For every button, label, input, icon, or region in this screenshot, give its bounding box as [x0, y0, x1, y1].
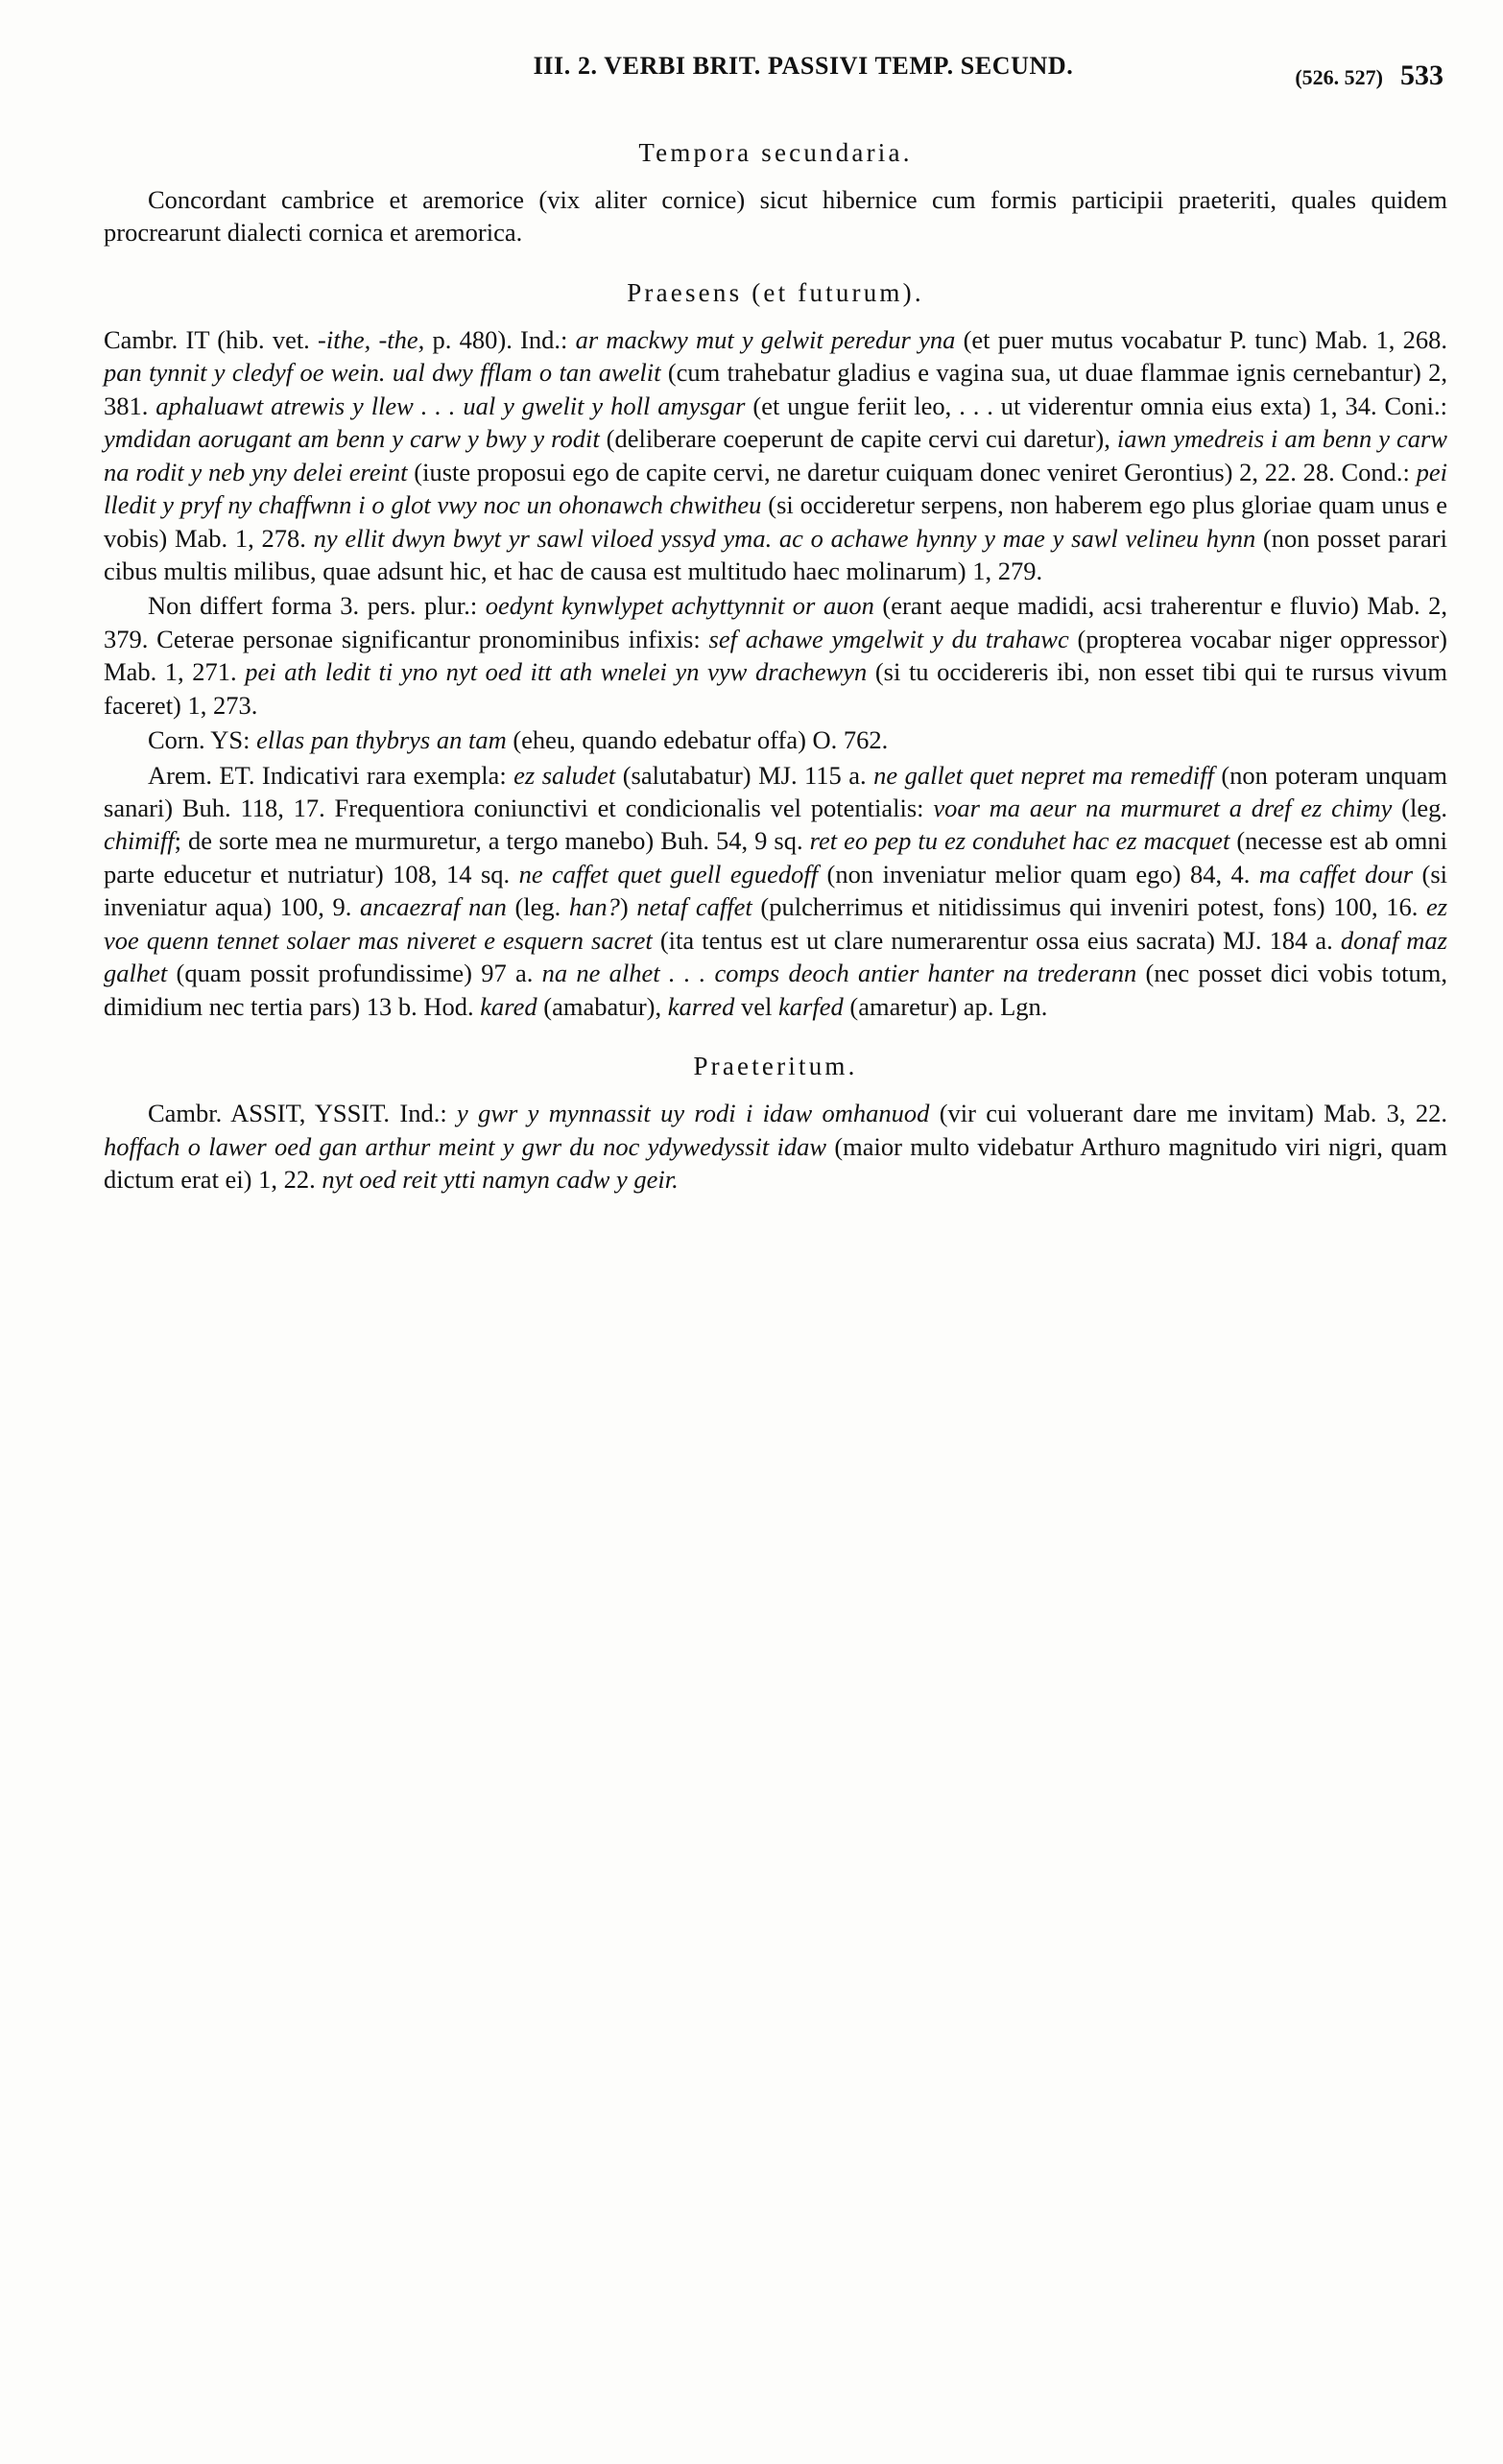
latin-gloss: (erant aeque madidi, acsi traherentur e fluvio) Mab. 2, 379. Ceterae personae significantur pronominibus infixis:: [104, 591, 1447, 653]
paragraph-arem-et: [104, 759, 1447, 1024]
paragraph-intro: [104, 183, 1447, 249]
latin-gloss: (amabatur),: [537, 991, 668, 1021]
latin-gloss: (necesse est ab omni parte educetur et nutriatur) 108, 14 sq.: [104, 826, 1447, 888]
document-body: [104, 138, 1447, 1196]
latin-gloss: (ita tentus est ut clare numerarentur ossa eius sacrata) MJ. 184 a.: [652, 925, 1341, 955]
latin-gloss: Cambr. IT (hib. vet.: [104, 324, 319, 354]
cited-form: ymdidan aorugant am benn y carw y bwy y rodit: [104, 424, 600, 454]
paragraph-cambr-assit: [104, 1097, 1447, 1196]
running-head: [104, 52, 1447, 94]
running-head-right: [1295, 59, 1443, 92]
latin-gloss: (eheu, quando edebatur offa) O. 762.: [506, 725, 889, 755]
cited-form: ne gallet quet nepret ma remediff: [873, 760, 1214, 790]
cited-form: netaf caffet: [636, 892, 752, 922]
latin-gloss: (leg.: [1392, 794, 1447, 822]
latin-gloss: (nec posset dici vobis totum, dimidium nec tertia pars) 13 b. Hod.: [104, 959, 1447, 1021]
cited-form: chimiff: [104, 826, 175, 856]
cited-form: ny ellit dwyn bwyt yr sawl viloed yssyd yma. ac o achawe hynny y mae y sawl velineu hynn: [313, 523, 1256, 553]
page-content: [104, 52, 1447, 1197]
running-title: III. 2. VERBI BRIT. PASSIVI TEMP. SECUND.: [533, 52, 1074, 80]
latin-gloss: (leg.: [506, 892, 569, 922]
latin-gloss: Non differt forma 3. pers. plur.:: [148, 591, 486, 621]
cited-form: aphaluawt atrewis y llew . . . ual y gwelit y holl amysgar: [155, 391, 746, 420]
cited-form: pei lledit y pryf ny chaffwnn i o glot vwy noc un ohonawch chwitheu: [104, 457, 1447, 520]
latin-gloss: Arem. ET. Indicativi rara exempla:: [148, 760, 514, 790]
latin-gloss: (et puer mutus vocabatur P. tunc) Mab. 1, 268.: [955, 324, 1448, 354]
cited-form: ar mackwy mut y gelwit peredur yna: [575, 324, 956, 354]
cited-form: hoffach o lawer oed gan arthur meint y gwr du noc ydywedyssit idaw: [104, 1131, 827, 1161]
cited-form: oedynt kynwlypet achyttynnit or auon: [485, 591, 874, 621]
cited-form: ret eo pep tu ez conduhet hac ez macquet: [809, 826, 1230, 856]
latin-gloss: Cambr. ASSIT, YSSIT. Ind.:: [148, 1099, 458, 1128]
cited-form: han?: [568, 892, 620, 922]
section-heading-praeteritum: Praeteritum.: [693, 1052, 858, 1081]
cited-form: sef achawe ymgelwit y du trahawc: [708, 624, 1069, 653]
latin-gloss: (amaretur) ap. Lgn.: [843, 991, 1048, 1021]
latin-gloss: (salutabatur) MJ. 115 a.: [615, 760, 874, 790]
cited-form: y gwr y mynnassit uy rodi i idaw omhanuod: [457, 1099, 930, 1128]
latin-gloss: Concordant cambrice et aremorice (vix aliter cornice) sicut hibernice cum formis participii praeteriti, quales quidem procrearunt dialecti cornica et aremorica.: [104, 185, 1447, 248]
cited-form: ez voe quenn tennet solaer mas niveret e esquern sacret: [104, 892, 1448, 955]
latin-gloss: (si tu occidereris ibi, non esset tibi qui te rursus vivum faceret) 1, 273.: [104, 657, 1447, 720]
latin-gloss: (deliberare coeperunt de capite cervi cui daretur),: [599, 424, 1117, 454]
cited-form: voar ma aeur na murmuret a dref ez chimy: [933, 794, 1393, 822]
latin-gloss: (si inveniatur aqua) 100, 9.: [104, 859, 1448, 922]
latin-gloss: (quam possit profundissime) 97 a.: [167, 959, 542, 988]
latin-gloss: (si occideretur serpens, non haberem ego plus gloriae quam unus e vobis) Mab. 1, 278.: [104, 490, 1447, 553]
latin-gloss: (et ungue feriit leo, . . . ut viderentur omnia eius exta) 1, 34. Coni.:: [745, 391, 1447, 420]
cited-form: pan tynnit y cledyf oe wein. ual dwy fflam o tan awelit: [104, 358, 661, 388]
latin-gloss: ): [619, 892, 637, 922]
latin-gloss: ; de sorte mea ne murmuretur, a tergo manebo) Buh. 54, 9 sq.: [174, 826, 810, 856]
latin-gloss: (non inveniatur melior quam ego) 84, 4.: [818, 859, 1259, 888]
section-heading-tempora-secundaria: Tempora secundaria.: [638, 138, 913, 167]
latin-gloss: (pulcherrimus et nitidissimus qui inveniri potest, fons) 100, 16.: [752, 892, 1426, 922]
section-heading-praesens: Praesens (et futurum).: [627, 277, 924, 307]
cited-form: ez saludet: [513, 760, 616, 790]
cited-form: ma caffet dour: [1258, 859, 1414, 888]
latin-gloss: (maior multo videbatur Arthuro magnitudo viri nigri, quam dictum erat ei) 1, 22.: [104, 1131, 1447, 1194]
paragraph-corn-ys: [104, 723, 1447, 756]
latin-gloss: (non posset parari cibus multis milibus, quae adsunt hic, et hac de causa est multitudo haec molinarum) 1, 279.: [104, 523, 1447, 585]
cited-form: karred: [667, 991, 735, 1021]
cited-form: -ithe, -the,: [318, 324, 425, 354]
cited-form: ne caffet quet guell eguedoff: [518, 859, 819, 888]
latin-gloss: (propterea vocabar niger oppressor) Mab. 1, 271.: [104, 624, 1447, 687]
page-number: 533: [1400, 59, 1443, 91]
cited-form: karfed: [778, 991, 844, 1021]
cited-form: ellas pan thybrys an tam: [256, 725, 507, 755]
section-reference: (526. 527): [1295, 65, 1383, 89]
cited-form: nyt oed reit ytti namyn cadw y geir.: [322, 1164, 679, 1194]
cited-form: pei ath ledit ti yno nyt oed itt ath wnelei yn vyw drachewyn: [245, 657, 868, 687]
latin-gloss: (cum trahebatur gladius e vagina sua, ut duae flammae ignis cernebantur) 2, 381.: [104, 358, 1447, 420]
cited-form: na ne alhet . . . comps deoch antier hanter na trederann: [541, 959, 1137, 988]
paragraph-cambr-it: [104, 323, 1447, 588]
latin-gloss: vel: [734, 991, 779, 1021]
latin-gloss: (vir cui voluerant dare me invitam) Mab. 3, 22.: [929, 1099, 1447, 1128]
latin-gloss: p. 480). Ind.:: [424, 324, 576, 354]
cited-form: donaf maz galhet: [104, 925, 1447, 988]
latin-gloss: (non poteram unquam sanari) Buh. 118, 17. Frequentiora coniunctivi et condicionalis vel potentialis:: [104, 760, 1448, 822]
cited-form: iawn ymedreis i am benn y carw na rodit y neb yny delei ereint: [104, 424, 1447, 486]
cited-form: ancaezraf nan: [359, 892, 507, 922]
cited-form: kared: [480, 991, 537, 1021]
latin-gloss: (iuste proposui ego de capite cervi, ne daretur cuiquam donec veniret Gerontius) 2, 22. 28. Cond.:: [407, 457, 1417, 486]
paragraph-non-differt: [104, 589, 1447, 722]
latin-gloss: Corn. YS:: [148, 725, 257, 755]
